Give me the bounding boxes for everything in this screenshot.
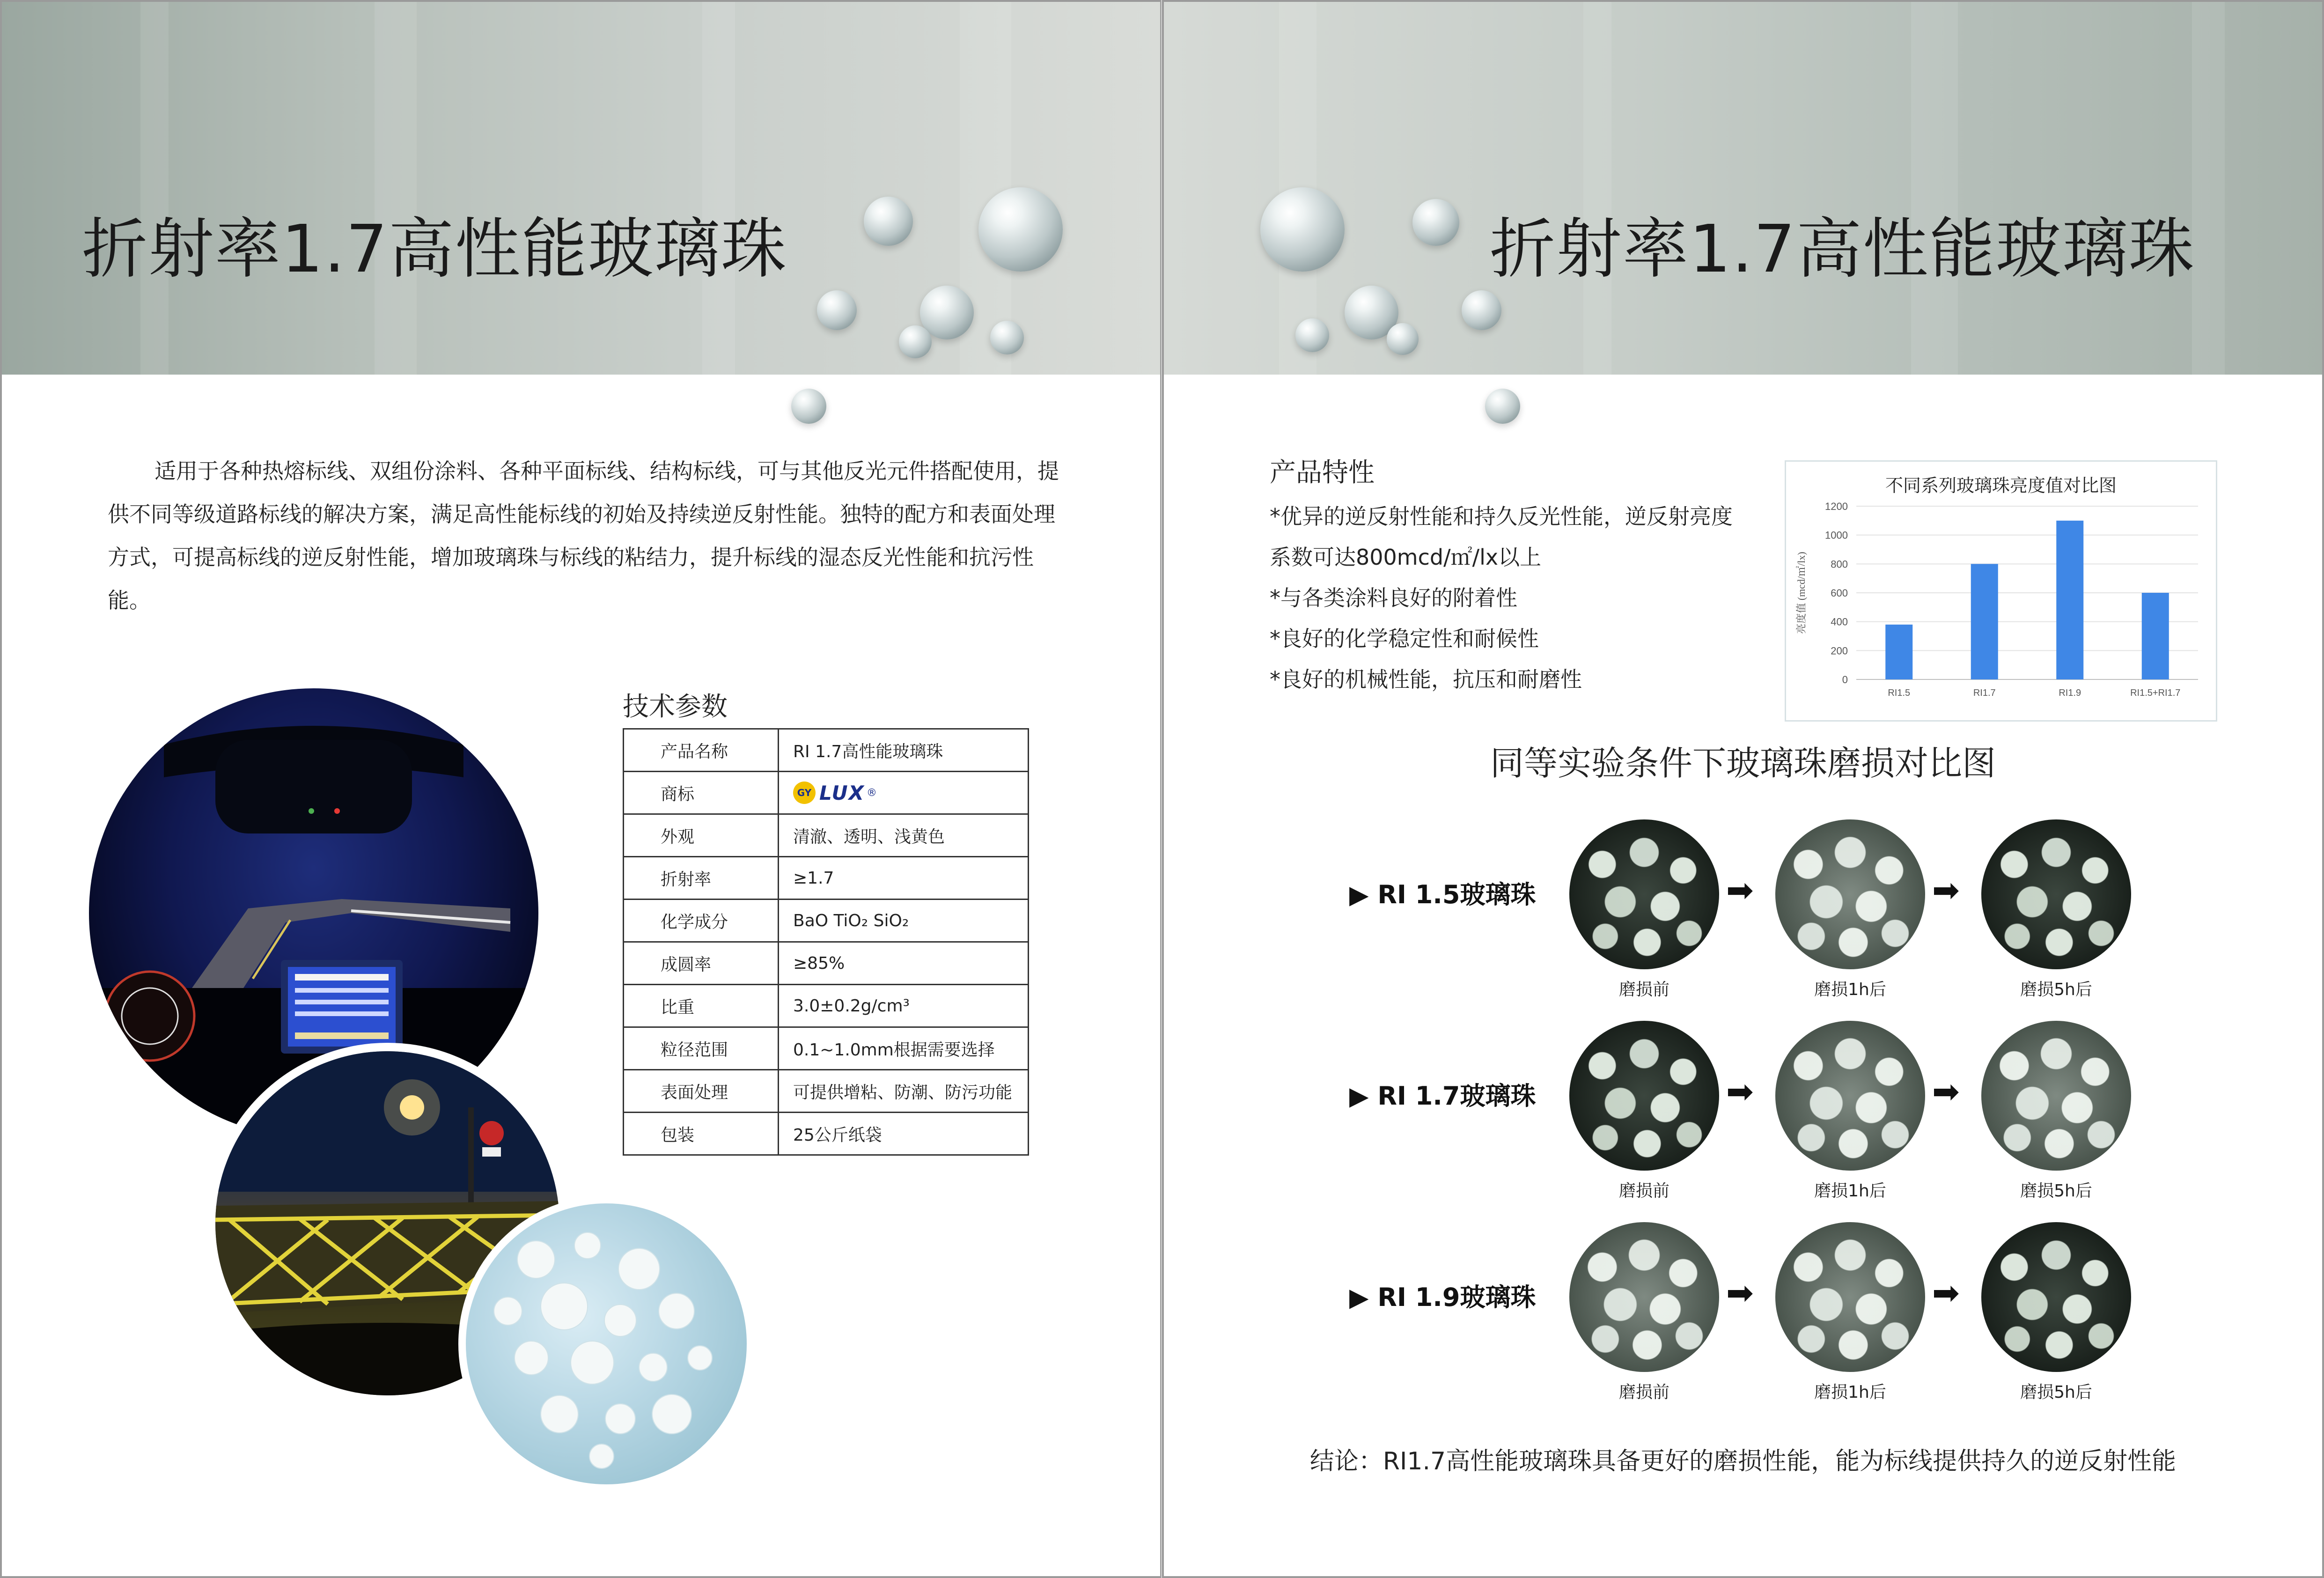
- arrow-right-icon: ➡: [1726, 1072, 1754, 1111]
- chart-title: 不同系列玻璃珠亮度值对比图: [1885, 475, 2117, 496]
- list-item: *良好的化学稳定性和耐候性: [1270, 626, 1539, 651]
- arrow-right-icon: ➡: [1726, 1274, 1754, 1312]
- water-droplet-icon: [990, 321, 1024, 354]
- water-droplet-icon: [1462, 290, 1501, 330]
- x-tick-label: RI1.5+RI1.7: [2130, 688, 2181, 698]
- row-label-ri19: ▶ RI 1.9玻璃珠: [1349, 1283, 1536, 1312]
- caption: 磨损前: [1618, 980, 1669, 999]
- bar: [1885, 625, 1912, 679]
- water-droplet-icon: [1485, 389, 1520, 424]
- conclusion-text: 结论：RI1.7高性能玻璃珠具备更好的磨损性能，能为标线提供持久的逆反射性能: [1309, 1447, 2177, 1475]
- arrow-right-icon: ➡: [1932, 1274, 1960, 1312]
- x-tick-label: RI1.9: [2059, 688, 2081, 698]
- y-tick-label: 200: [1831, 645, 1848, 657]
- caption: 磨损1h后: [1814, 1181, 1886, 1201]
- list-item: *与各类涂料良好的附着性: [1270, 585, 1517, 611]
- water-droplet-icon: [1295, 318, 1329, 352]
- micrograph-ri19-5h: [1981, 1222, 2131, 1372]
- caption: 磨损5h后: [2020, 1383, 2092, 1402]
- water-droplet-icon: [978, 187, 1063, 272]
- y-tick-label: 0: [1842, 674, 1848, 686]
- table-row: 粒径范围 0.1~1.0mm根据需要选择: [624, 1027, 1029, 1070]
- y-tick-label: 1000: [1825, 529, 1848, 541]
- brightness-chart: [1785, 460, 2217, 722]
- y-axis-label: 亮度值 (mcd/㎡/lx): [1795, 552, 1807, 634]
- micrograph-ri17-5h: [1981, 1021, 2131, 1171]
- arrow-right-icon: ➡: [1932, 871, 1960, 909]
- y-tick-label: 600: [1831, 587, 1848, 599]
- micrograph-ri17-before: [1569, 1021, 1719, 1171]
- water-droplet-icon: [1412, 199, 1459, 246]
- spec-title: 技术参数: [623, 692, 728, 722]
- comparison-title: 同等实验条件下玻璃珠磨损对比图: [1490, 744, 1996, 783]
- arrow-right-icon: ➡: [1932, 1072, 1960, 1111]
- water-droplet-icon: [899, 325, 932, 358]
- micrograph-ri15-5h: [1981, 819, 2131, 969]
- x-tick-label: RI1.7: [1973, 688, 1996, 698]
- caption: 磨损1h后: [1814, 1383, 1886, 1402]
- spec-table: [623, 728, 1029, 1156]
- water-droplet-icon: [817, 290, 857, 330]
- x-tick-label: RI1.5: [1888, 688, 1911, 698]
- caption: 磨损5h后: [2020, 1181, 2092, 1201]
- table-row: 折射率 ≥1.7: [624, 857, 1029, 900]
- features-title: 产品特性: [1270, 457, 1375, 488]
- y-tick-label: 400: [1831, 616, 1848, 628]
- row-label-ri15: ▶ RI 1.5玻璃珠: [1349, 880, 1536, 909]
- bar: [1971, 564, 1998, 679]
- features-list: [1270, 496, 1785, 700]
- table-row: 表面处理 可提供增粘、防潮、防污功能: [624, 1070, 1029, 1113]
- list-item: *良好的机械性能，抗压和耐磨性: [1270, 667, 1582, 692]
- bar: [2142, 593, 2169, 679]
- table-row: 外观 清澈、透明、浅黄色: [624, 814, 1029, 857]
- glass-bead-closeup-photo: [458, 1196, 754, 1492]
- caption: 磨损1h后: [1814, 980, 1886, 999]
- list-item: *优异的逆反射性能和持久反光性能，逆反射亮度: [1270, 504, 1733, 529]
- table-row: 包装 25公斤纸袋: [624, 1113, 1029, 1155]
- intro-paragraph: 适用于各种热熔标线、双组份涂料、各种平面标线、结构标线，可与其他反光元件搭配使用，提供不同等级道路标线的解决方案，满足高性能标线的初始及持续逆反射性能。独特的配方和表面处理方式，可提高标线的逆反射性能，增加玻璃珠与标线的粘结力，提升标线的湿态反光性能和抗污性能。: [108, 458, 1059, 613]
- list-item: 系数可达800mcd/㎡/lx以上: [1270, 545, 1542, 570]
- micrograph-ri19-1h: [1775, 1222, 1925, 1372]
- water-droplet-icon: [1260, 187, 1345, 272]
- right-header-band: [1162, 0, 2324, 375]
- table-row: 商标 GY LUX ®: [624, 772, 1029, 814]
- table-row: 成圆率 ≥85%: [624, 942, 1029, 985]
- table-row: 比重 3.0±0.2g/cm³: [624, 985, 1029, 1027]
- caption: 磨损前: [1618, 1181, 1669, 1201]
- table-row: 产品名称 RI 1.7高性能玻璃珠: [624, 729, 1029, 772]
- row-label-ri17: ▶ RI 1.7玻璃珠: [1349, 1081, 1536, 1111]
- chart-canvas: [1786, 462, 2216, 720]
- micrograph-ri15-1h: [1775, 819, 1925, 969]
- page-title: 折射率1.7高性能玻璃珠: [82, 211, 787, 288]
- micrograph-ri19-before: [1569, 1222, 1719, 1372]
- caption: 磨损5h后: [2020, 980, 2092, 999]
- water-droplet-icon: [864, 197, 913, 246]
- water-droplet-icon: [791, 389, 826, 424]
- table-row: 化学成分 BaO TiO₂ SiO₂: [624, 900, 1029, 942]
- left-header-band: [0, 0, 1162, 375]
- micrograph-ri15-before: [1569, 819, 1719, 969]
- arrow-right-icon: ➡: [1726, 871, 1754, 909]
- bar: [2056, 521, 2083, 679]
- gylux-logo: GY LUX ®: [793, 782, 877, 804]
- right-page: [1162, 0, 2324, 1578]
- y-tick-label: 800: [1831, 558, 1848, 570]
- page-title: 折射率1.7高性能玻璃珠: [1490, 211, 2195, 288]
- micrograph-ri17-1h: [1775, 1021, 1925, 1171]
- water-droplet-icon: [1387, 323, 1419, 355]
- caption: 磨损前: [1618, 1383, 1669, 1402]
- y-tick-label: 1200: [1825, 501, 1848, 512]
